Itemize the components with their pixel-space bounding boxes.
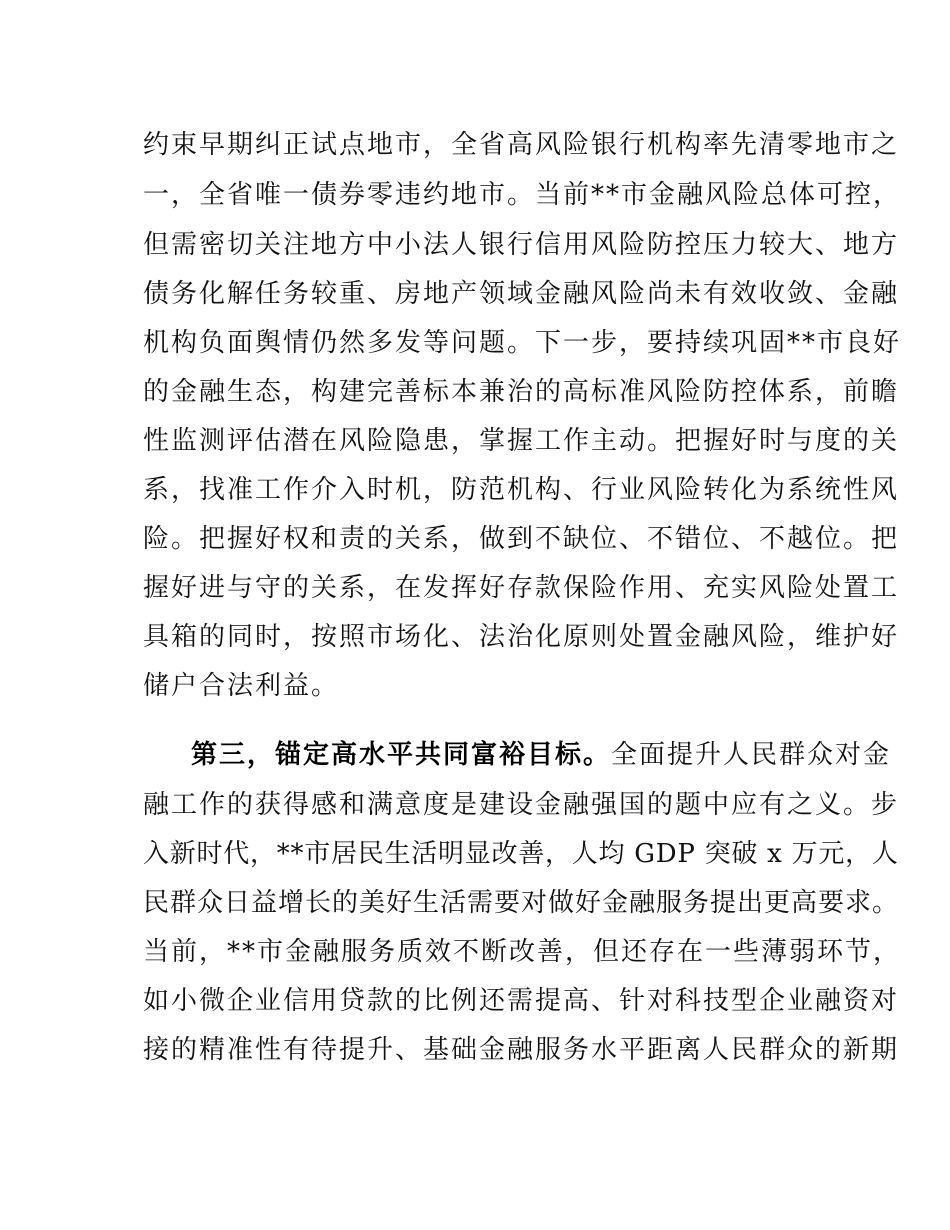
text-line: 但需密切关注地方中小法人银行信用风险防控压力较大、地方 bbox=[143, 230, 900, 260]
text-line: 性监测评估潜在风险隐患，掌握工作主动。把握好时与度的关 bbox=[143, 426, 900, 456]
text-line: 一，全省唯一债券零违约地市。当前**市金融风险总体可控， bbox=[143, 180, 902, 210]
text-line: 入新时代，**市居民生活明显改善，人均 GDP 突破 x 万元，人 bbox=[143, 839, 899, 869]
text-line: 险。把握好权和责的关系，做到不缺位、不错位、不越位。把 bbox=[143, 524, 900, 554]
text-line: 系，找准工作介入时机，防范机构、行业风险转化为系统性风 bbox=[143, 475, 900, 505]
text-line: 机构负面舆情仍然多发等问题。下一步，要持续巩固**市良好 bbox=[143, 328, 902, 358]
text-line: 如小微企业信用贷款的比例还需提高、针对科技型企业融资对 bbox=[143, 986, 900, 1016]
text-line: 的金融生态，构建完善标本兼治的高标准风险防控体系，前瞻 bbox=[143, 377, 900, 407]
section-heading: 第三，锚定高水平共同富裕目标。 bbox=[191, 740, 612, 770]
text-run: 全面提升人民群众对金 bbox=[611, 740, 892, 770]
text-line: 储户合法利益。 bbox=[143, 671, 340, 701]
text-line: 民群众日益增长的美好生活需要对做好金融服务提出更高要求。 bbox=[143, 888, 900, 918]
text-line: 接的精准性有待提升、基础金融服务水平距离人民群众的新期 bbox=[143, 1035, 900, 1065]
text-line: 握好进与守的关系，在发挥好存款保险作用、充实风险处置工 bbox=[143, 573, 900, 603]
text-line: 具箱的同时，按照市场化、法治化原则处置金融风险，维护好 bbox=[143, 622, 900, 652]
text-line: 融工作的获得感和满意度是建设金融强国的题中应有之义。步 bbox=[143, 790, 900, 820]
text-line: 约束早期纠正试点地市，全省高风险银行机构率先清零地市之 bbox=[143, 130, 900, 160]
paragraph-first-line bbox=[191, 735, 891, 775]
text-line: 债务化解任务较重、房地产领域金融风险尚未有效收敛、金融 bbox=[143, 279, 900, 309]
text-line: 当前，**市金融服务质效不断改善，但还存在一些薄弱环节， bbox=[143, 937, 902, 967]
